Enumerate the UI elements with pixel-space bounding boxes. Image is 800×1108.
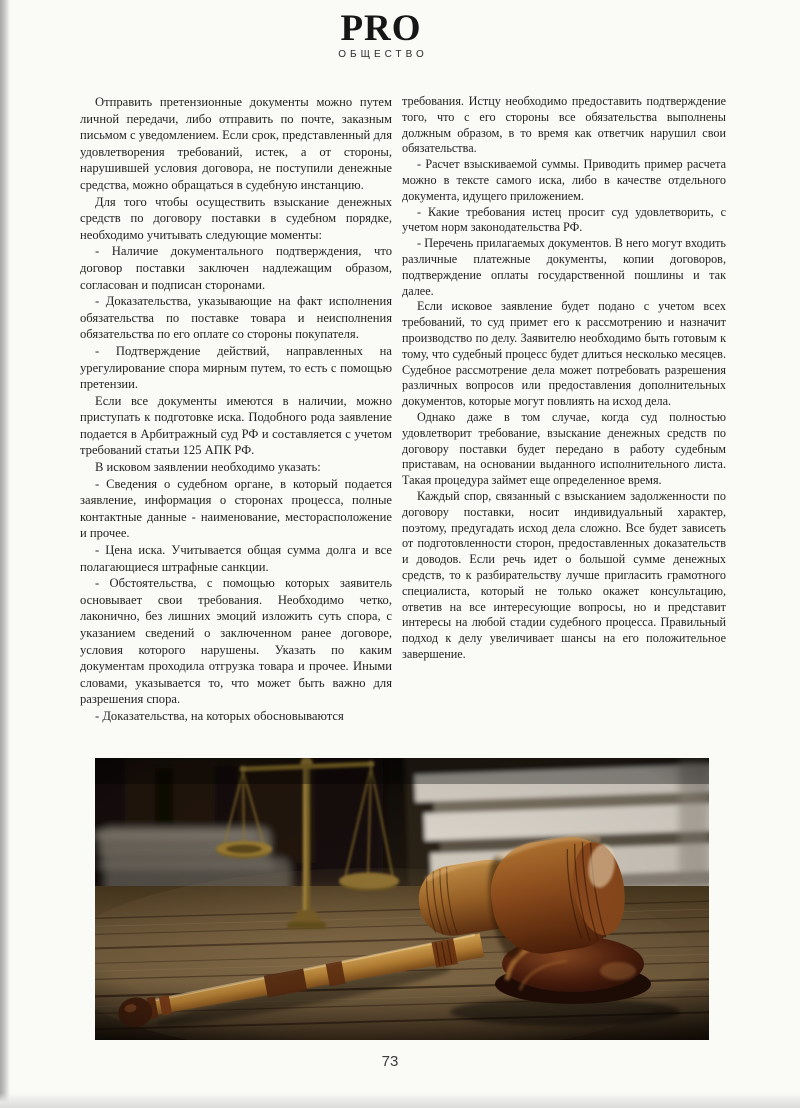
paragraph: - Доказательства, указывающие на факт исполнения обязательства по поставке товара и неисполнения обязательства по его оплате со стороны покупателя.	[80, 294, 392, 342]
scan-edge-bottom	[0, 1093, 800, 1108]
article-body	[80, 94, 726, 725]
paragraph: - Наличие документального подтверждения, что договор поставки заключен надлежащим образом, согласован и подписан сторонами.	[80, 244, 392, 292]
paragraph: Для того чтобы осуществить взыскание денежных средств по договору поставки в судебном порядке, необходимо учитывать следующие моменты:	[80, 194, 392, 242]
paragraph: В исковом заявлении необходимо указать:	[95, 460, 321, 475]
paragraph: - Доказательства, на которых обосновываются	[95, 708, 344, 723]
photo-vignette	[95, 758, 709, 1040]
paragraph: - Сведения о судебном органе, в который подается заявление, информация о сторонах процесса, полные контактные данные - наименование, месторасположение и прочее.	[80, 476, 392, 541]
paragraph: - Подтверждение действий, направленных на урегулирование спора мирным путем, то есть с помощью претензии.	[80, 343, 392, 392]
masthead-title: PRO	[340, 8, 422, 49]
masthead-subtitle: ОБЩЕСТВО	[338, 49, 428, 60]
paragraph: требования. Истцу необходимо предоставить подтверждение того, что с его стороны все обязательства выполнены должным образом, в то время как ответчик нарушил свои обязательства.	[402, 94, 726, 156]
article-column-left	[80, 94, 392, 725]
paragraph: Однако даже в том случае, когда суд полностью удовлетворит требование, взыскание денежных средств по договору поставки будет передано в работу судебным приставам, на основании выданного исполнительного листа. Такая процедура займет еще определенное время.	[402, 409, 726, 488]
paragraph: - Расчет взыскиваемой суммы. Приводить пример расчета можно в тексте самого иска, либо в качестве отдельного документа, идущего приложением.	[402, 157, 726, 203]
paragraph: Если все документы имеются в наличии, можно приступать к подготовке иска. Подобного рода заявление подается в Арбитражный суд РФ и составляется с учетом требований статьи 125 АПК РФ.	[80, 393, 392, 458]
paragraph: - Какие требования истец просит суд удовлетворить, с учетом норм законодательства РФ.	[402, 204, 726, 235]
paragraph: - Цена иска. Учитывается общая сумма долга и все полагающиеся штрафные санкции.	[80, 543, 392, 574]
page-number: 73	[360, 1052, 420, 1072]
article-column-right	[402, 94, 726, 725]
gavel-scales-photo	[95, 758, 709, 1040]
paragraph: - Обстоятельства, с помощью которых заявитель основывает свои требования. Необходимо четко, лаконично, без лишних эмоций изложить суть спора, с указанием сведений о заключенном ранее договоре, условия которого нарушены. Указать по каким документам проходила отгрузка товара и прочее. Иными словами, указывается то, что может быть важно для разрешения спора.	[80, 576, 392, 707]
paragraph: - Перечень прилагаемых документов. В него могут входить различные платежные документы, копии договоров, подтверждение оплаты государственной пошлины и так далее.	[402, 236, 726, 298]
paragraph: Отправить претензионные документы можно путем личной передачи, либо отправить по почте, заказным письмом с уведомлением. Если срок, представленный для удовлетворения требований, истек, а от стороны, нарушившей условия договора, не поступили денежные средства, можно обращаться в судебную инстанцию.	[80, 95, 392, 192]
article-photo-gavel	[95, 758, 709, 1040]
scan-edge-left	[0, 0, 10, 1108]
masthead	[319, 8, 443, 63]
paragraph: Если исковое заявление будет подано с учетом всех требований, то суд примет его к рассмотрению и назначит производство по делу. Заявителю необходимо быть готовым к тому, что судебный процесс будет длиться несколько месяцев. Судебное рассмотрение дела может потребовать разрешения различных вопросов или предоставления дополнительных документов, которые могут повлиять на исход дела.	[402, 299, 726, 409]
paragraph: Каждый спор, связанный с взысканием задолженности по договору поставки, носит индивидуальный характер, поэтому, предугадать исход дела сложно. Все будет зависеть от подготовленности сторон, предоставленных доказательств и доводов. Если речь идет о большой сумме денежных средств, то к разбирательству лучше пригласить грамотного специалиста, который не только окажет консультацию, ответив на все интересующие вопросы, но и представит интересы на любой стадии судебного процесса. Правильный подход к делу увеличивает шансы на его положительное завершение.	[402, 488, 726, 661]
